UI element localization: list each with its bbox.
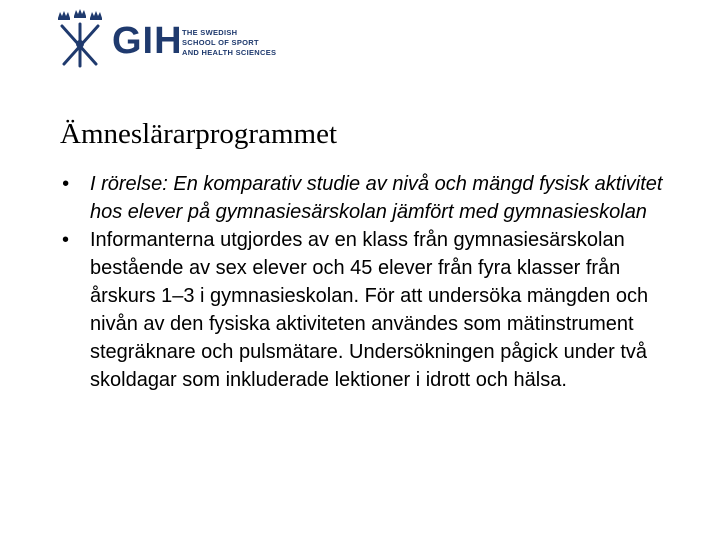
logo-tagline-line: THE SWEDISH: [182, 28, 238, 37]
slide-title: Ämneslärarprogrammet: [60, 118, 338, 150]
three-crowns-emblem-icon: [52, 8, 108, 68]
logo-tagline-line: SCHOOL OF SPORT: [182, 38, 259, 47]
logo-tagline: [182, 28, 276, 58]
bullet-list: [60, 170, 680, 394]
bullet-item-method: • Informanterna utgjordes av en klass från gymnasiesärskolan bestående av sex elever och 45 elever från fyra klasser från årskurs 1–3 i gymnasieskolan. För att undersöka mängden och nivån av den fysiska aktiviteten användes som mätinstrument stegräknare och pulsmätare. Undersökningen pågick under två skoldagar som inkluderade lektioner i idrott och hälsa.: [60, 226, 680, 394]
logo-tagline-line: AND HEALTH SCIENCES: [182, 48, 277, 57]
bullet-item-study-title: • I rörelse: En komparativ studie av nivå och mängd fysisk aktivitet hos elever på gymnasiesärskolan jämfört med gymnasieskolan: [60, 170, 680, 226]
gih-logo: [52, 8, 292, 68]
logo-abbreviation: GIH: [112, 20, 183, 62]
